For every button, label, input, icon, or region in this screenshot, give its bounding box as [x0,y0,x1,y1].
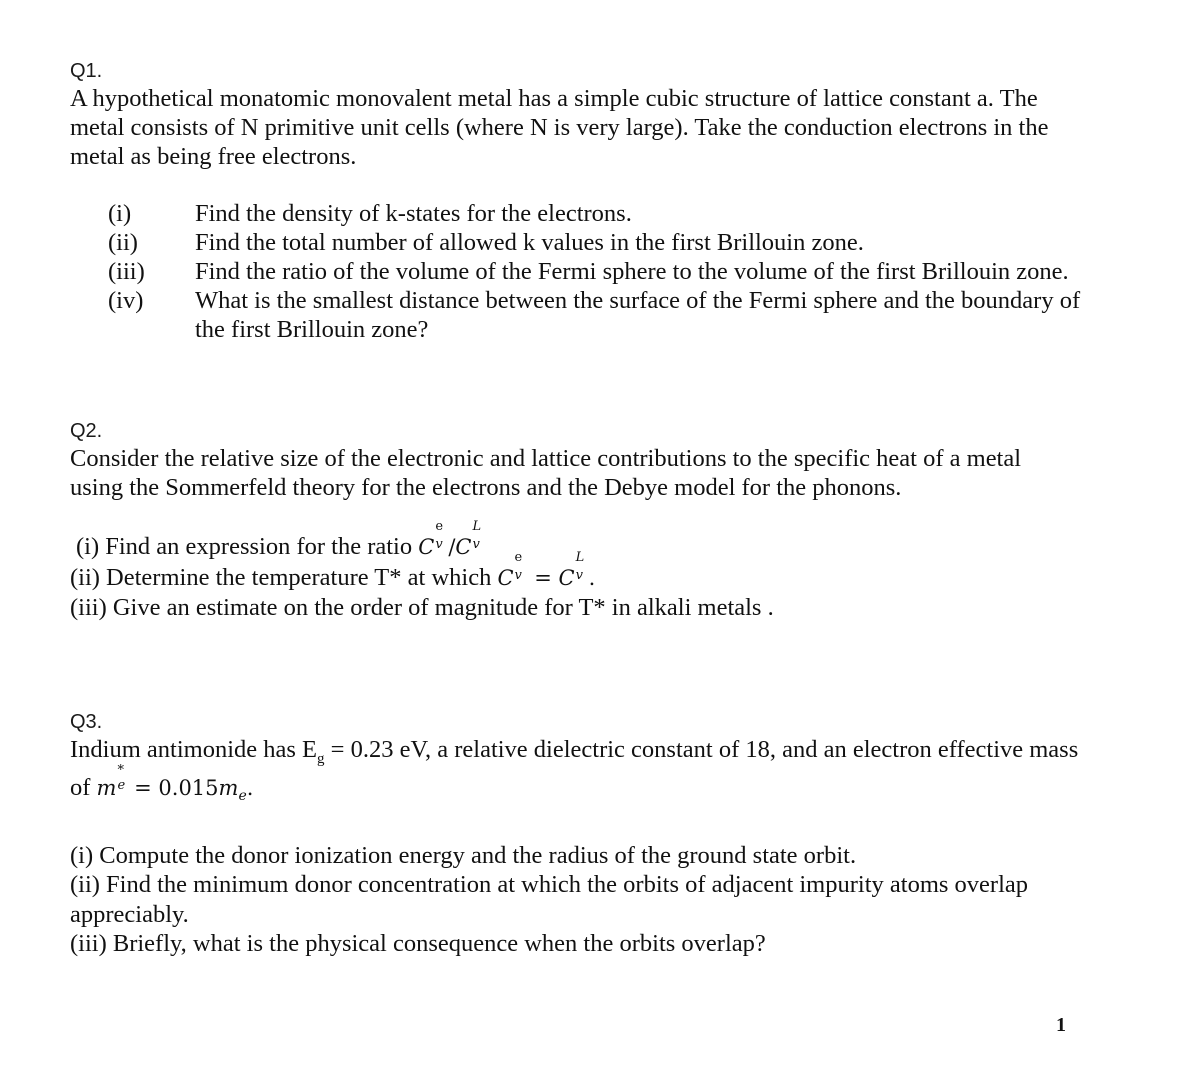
question-1-intro: A hypothetical monatomic monovalent metal has a simple cubic structure of lattice constant a. The metal consists of N primitive unit cells (where N is very large). Take the conduction electrons in the metal as being free electrons. [70,85,1049,170]
part-number: (i) [108,200,132,227]
question-1 [70,58,1080,344]
question-3-intro: Indium antimonide has $E_g = 0.23$ eV, a relative dielectric constant of 18, and an electron effective mass of m * e = $0.015m_e$. [70,735,1079,805]
question-3-part-ii: (ii) Find the minimum donor concentration at which the orbits of adjacent impurity atoms overlap appreciably. [70,871,1029,928]
question-2-intro: Consider the relative size of the electronic and lattice contributions to the specific heat of a metal using the Sommerfeld theory for the electrons and the Debye model for the phonons. [70,445,1022,501]
part-text: Find the density of k-states for the electrons. [195,200,632,227]
question-2-part-iii: (iii) Give an estimate on the order of magnitude for T* in alkali metals . [70,594,774,621]
ratio-formula: C e v /C L v [418,519,482,559]
question-2-parts [70,519,1080,623]
question-3-part-i: (i) Compute the donor ionization energy and the radius of the ground state orbit. [70,841,857,869]
question-3 [70,709,1080,959]
effective-mass-formula: m * e = $0.015m_e$. [96,763,254,805]
part-text: (ii) Determine the temperature T* at which [70,563,492,591]
question-1-part [108,228,1088,257]
question-3-part-iii: (iii) Briefly, what is the physical consequence when the orbits overlap? [70,930,766,958]
part-text: Find the ratio of the volume of the Fermi sphere to the volume of the first Brillouin zone. [195,258,1069,285]
document-page [70,58,1080,959]
part-text: Find the total number of allowed k values in the first Brillouin zone. [195,229,864,256]
part-number: (ii) [108,229,138,256]
question-2 [70,418,1080,623]
part-text: (i) Find an expression for the ratio [76,533,413,560]
part-text: What is the smallest distance between the surface of the Fermi sphere and the boundary of the first Brillouin zone? [195,287,1081,343]
question-1-label: Q1. [70,60,103,82]
page-number: 1 [1056,1014,1066,1036]
question-2-part-ii [70,549,1080,594]
question-1-part [108,257,1088,286]
question-3-parts [70,841,1080,959]
part-number: (iv) [108,287,144,314]
question-1-part [108,286,1088,344]
question-1-parts [108,199,1088,344]
question-1-part [108,199,1088,228]
part-number: (iii) [108,258,145,285]
question-2-label: Q2. [70,420,103,442]
equality-formula: C e v = C L v . [497,549,596,590]
question-3-label: Q3. [70,710,103,733]
